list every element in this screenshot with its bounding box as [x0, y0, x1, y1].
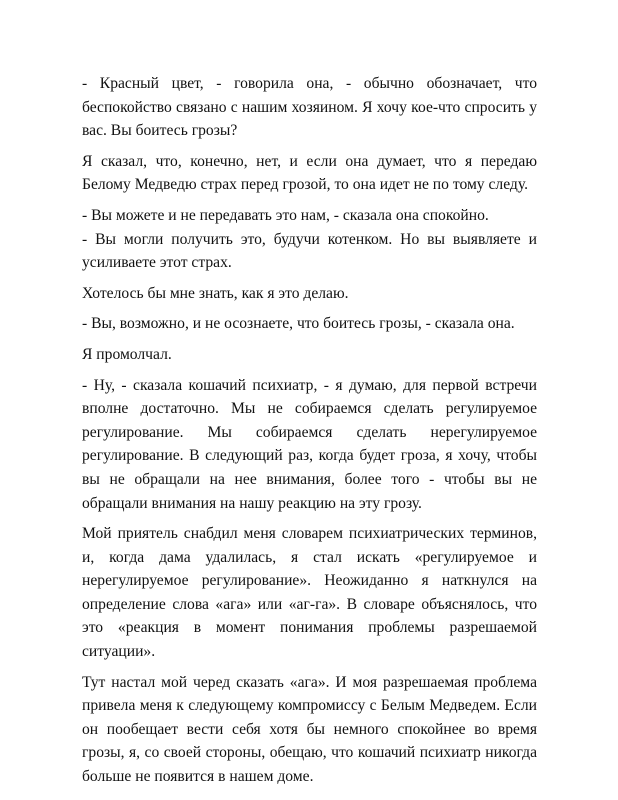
paragraph-5: Хотелось бы мне знать, как я это делаю. [82, 284, 349, 302]
paragraph-8: - Ну, - сказала кошачий психиатр, - я думаю, для первой встречи вполне достаточно. Мы не собираемся сделать регулируемое регулирование. Мы собираемся сделать нерегулируемое регулирование. В следующий раз, когда будет гроза, я хочу, чтобы вы не обращали на нее внимания, более того - чтобы вы не обращали внимания на нашу реакцию на эту грозу. [82, 376, 537, 512]
document-page [82, 72, 537, 789]
paragraph-4: - Вы могли получить это, будучи котенком. Но вы выявляете и усиливаете этот страх. [82, 230, 537, 272]
paragraph-2: Я сказал, что, конечно, нет, и если она думает, что я передаю Белому Медведю страх перед грозой, то она идет не по тому следу. [82, 152, 537, 194]
paragraph-9: Мой приятель снабдил меня словарем психиатрических терминов, и, когда дама удалилась, я стал искать «регулируемое и нерегулируемое регулирование». Неожиданно я наткнулся на определение слова «ага» или «аг-га». В словаре объяснялось, что это «реакция в момент понимания проблемы разрешаемой ситуации». [82, 525, 537, 661]
paragraph-1: - Красный цвет, - говорила она, - обычно обозначает, что беспокойство связано с нашим хозяином. Я хочу кое-что спросить у вас. Вы боитесь грозы? [82, 75, 537, 140]
paragraph-6: - Вы, возможно, и не осознаете, что боитесь грозы, - сказала она. [82, 315, 515, 333]
paragraph-10: Тут настал мой черед сказать «ага». И моя разрешаемая проблема привела меня к следующему компромиссу с Белым Медведем. Если он пообещает вести себя хотя бы немного спокойнее во время грозы, я, со своей стороны, обещаю, что кошачий психиатр никогда больше не появится в нашем доме. [82, 673, 537, 786]
paragraph-7: Я промолчал. [82, 345, 172, 363]
paragraph-3: - Вы можете и не передавать это нам, - сказала она спокойно. [82, 206, 489, 224]
